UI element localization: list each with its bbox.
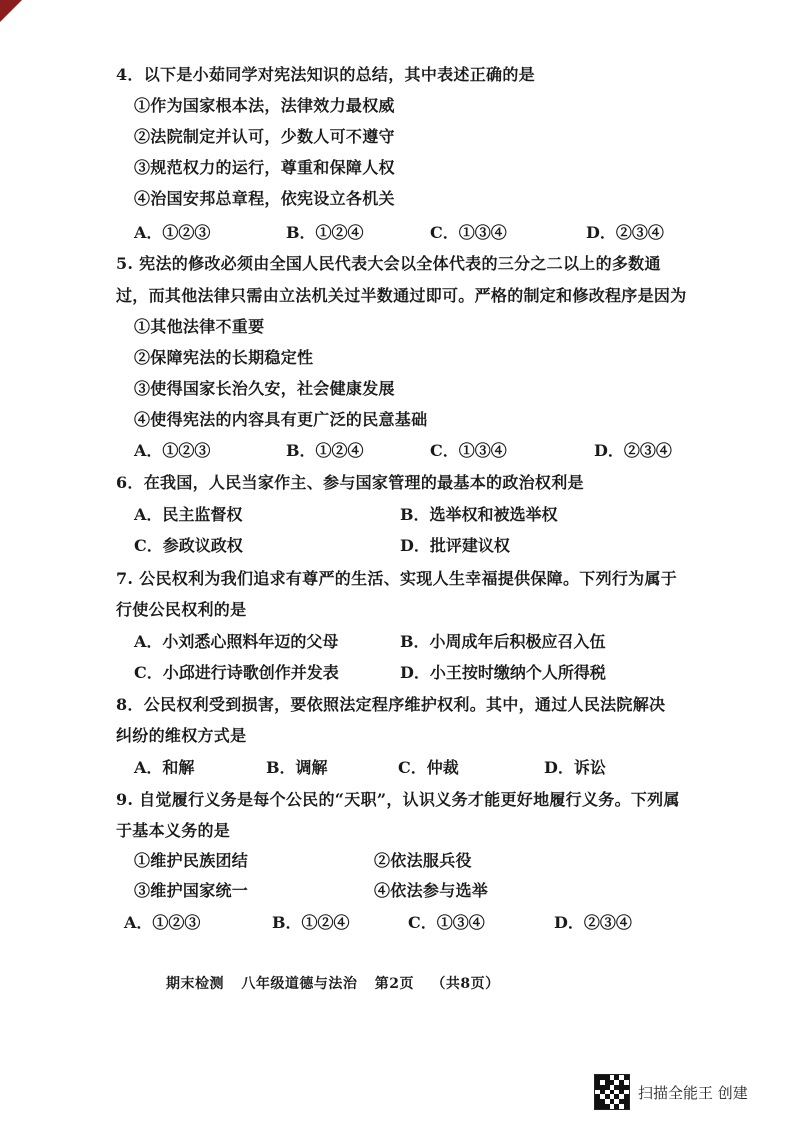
statement: ②依法服兵役 xyxy=(374,851,472,870)
option-c: C．①③④ xyxy=(430,441,507,460)
question-stem: 4．以下是小茹同学对宪法知识的总结，其中表述正确的是 xyxy=(116,65,535,84)
question-stem: 纠纷的维权方式是 xyxy=(116,726,247,745)
scanner-watermark xyxy=(594,1074,748,1110)
option-b: B．选举权和被选举权 xyxy=(400,505,558,524)
question-stem: 7. 公民权利为我们追求有尊严的生活、实现人生幸福提供保障。下列行为属于 xyxy=(116,569,678,588)
option-b: B．①②④ xyxy=(286,223,364,242)
option-c: C．参政议政权 xyxy=(134,536,243,555)
option-c: C．仲裁 xyxy=(398,758,459,777)
question-stem: 6．在我国，人民当家作主、参与国家管理的最基本的政治权利是 xyxy=(116,473,584,492)
question-stem: 8．公民权利受到损害，要依照法定程序维护权利。其中，通过人民法院解决 xyxy=(116,695,666,714)
option-c: C．①③④ xyxy=(430,223,507,242)
statement: ③维护国家统一 xyxy=(134,881,249,900)
option-c: C．小邱进行诗歌创作并发表 xyxy=(134,663,339,682)
option-a: A．①②③ xyxy=(124,913,201,932)
option-a: A．①②③ xyxy=(134,441,211,460)
option-a: A．小刘悉心照料年迈的父母 xyxy=(134,632,339,651)
statement: ④治国安邦总章程，依宪设立各机关 xyxy=(134,189,395,208)
page-footer xyxy=(166,974,512,994)
option-a: A．民主监督权 xyxy=(134,505,243,524)
question-stem: 行使公民权利的是 xyxy=(116,600,247,619)
footer-total: （共8页） xyxy=(431,976,500,992)
statement: ③使得国家长治久安，社会健康发展 xyxy=(134,379,395,398)
question-stem: 于基本义务的是 xyxy=(116,821,231,840)
statement: ④使得宪法的内容具有更广泛的民意基础 xyxy=(134,410,428,429)
option-b: B．小周成年后积极应召入伍 xyxy=(400,632,606,651)
statement: ②保障宪法的长期稳定性 xyxy=(134,348,314,367)
statement: ③规范权力的运行，尊重和保障人权 xyxy=(134,158,395,177)
statement: ①维护民族团结 xyxy=(134,851,249,870)
statement: ①其他法律不重要 xyxy=(134,317,265,336)
option-b: B．①②④ xyxy=(272,913,350,932)
footer-page: 第2页 xyxy=(374,976,414,992)
option-b: B．调解 xyxy=(266,758,328,777)
option-a: A．和解 xyxy=(134,758,195,777)
statement: ①作为国家根本法，法律效力最权威 xyxy=(134,96,395,115)
option-c: C．①③④ xyxy=(408,913,485,932)
footer-subject: 八年级道德与法治 xyxy=(241,976,358,992)
option-d: D．批评建议权 xyxy=(400,536,510,555)
option-b: B．①②④ xyxy=(286,441,364,460)
question-stem: 过，而其他法律只需由立法机关过半数通过即可。严格的制定和修改程序是因为 xyxy=(116,286,687,305)
statement: ②法院制定并认可，少数人可不遵守 xyxy=(134,127,395,146)
option-d: D．诉讼 xyxy=(544,758,606,777)
question-stem: 9. 自觉履行义务是每个公民的“天职”，认识义务才能更好地履行义务。下列属 xyxy=(116,790,680,809)
option-d: D．小王按时缴纳个人所得税 xyxy=(400,663,606,682)
watermark-text: 扫描全能王 创建 xyxy=(638,1083,748,1102)
option-d: D．②③④ xyxy=(594,441,672,460)
option-d: D．②③④ xyxy=(554,913,632,932)
statement: ④依法参与选举 xyxy=(374,881,489,900)
qr-code-icon xyxy=(594,1074,630,1110)
question-stem: 5. 宪法的修改必须由全国人民代表大会以全体代表的三分之二以上的多数通 xyxy=(116,254,661,273)
option-a: A．①②③ xyxy=(134,223,211,242)
footer-exam: 期末检测 xyxy=(166,976,224,992)
option-d: D．②③④ xyxy=(586,223,664,242)
